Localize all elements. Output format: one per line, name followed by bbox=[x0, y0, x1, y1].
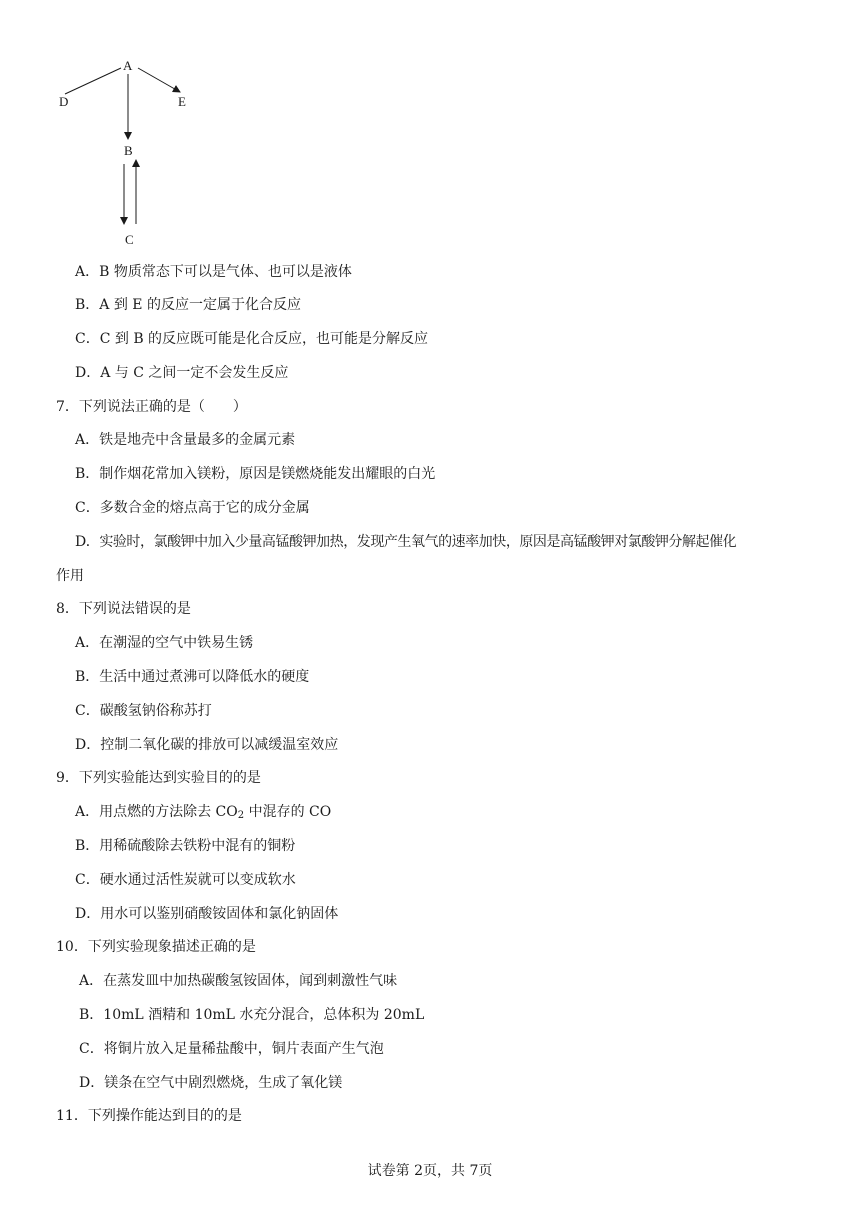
q10-stem: 10．下列实验现象描述正确的是 bbox=[56, 939, 256, 955]
q7-option-c: C．多数合金的熔点高于它的成分金属 bbox=[75, 500, 310, 516]
q8-option-c: C．碳酸氢钠俗称苏打 bbox=[75, 703, 212, 719]
node-b: B bbox=[124, 143, 133, 158]
q8-option-d: D．控制二氧化碳的排放可以减缓温室效应 bbox=[75, 737, 339, 753]
q8-stem: 8．下列说法错误的是 bbox=[56, 601, 191, 617]
q6-option-b: B．A 到 E 的反应一定属于化合反应 bbox=[75, 297, 301, 313]
reaction-diagram bbox=[50, 52, 220, 252]
node-c: C bbox=[125, 232, 134, 247]
q6-option-c: C．C 到 B 的反应既可能是化合反应，也可能是分解反应 bbox=[75, 331, 429, 347]
q7-option-a: A．铁是地壳中含量最多的金属元素 bbox=[75, 432, 296, 448]
q10-option-d: D．镁条在空气中剧烈燃烧，生成了氧化镁 bbox=[79, 1075, 343, 1091]
q9-option-c: C．硬水通过活性炭就可以变成软水 bbox=[75, 872, 296, 888]
q9-option-b: B．用稀硫酸除去铁粉中混有的铜粉 bbox=[75, 838, 296, 854]
q7-option-d-continuation: 作用 bbox=[56, 568, 84, 584]
node-d: D bbox=[59, 94, 69, 109]
q10-option-c: C．将铜片放入足量稀盐酸中，铜片表面产生气泡 bbox=[79, 1041, 384, 1057]
q8-option-b: B．生活中通过煮沸可以降低水的硬度 bbox=[75, 669, 310, 685]
q7-option-b: B．制作烟花常加入镁粉，原因是镁燃烧能发出耀眼的白光 bbox=[75, 466, 436, 482]
q7-option-d: D．实验时，氯酸钾中加入少量高锰酸钾加热，发现产生氧气的速率加快，原因是高锰酸钾对氯酸钾分解起催化 bbox=[75, 534, 737, 550]
node-e: E bbox=[178, 94, 186, 109]
edge-a-d bbox=[65, 68, 121, 94]
q9-option-a-post: 中混存的 CO bbox=[244, 804, 332, 820]
page-footer: 试卷第 2页，共 7页 bbox=[367, 1163, 493, 1179]
q7-stem: 7．下列说法正确的是（ ） bbox=[56, 399, 247, 415]
q9-option-d: D．用水可以鉴别硝酸铵固体和氯化钠固体 bbox=[75, 906, 339, 922]
q9-stem: 9．下列实验能达到实验目的的是 bbox=[56, 770, 261, 786]
q6-option-a: A．B 物质常态下可以是气体、也可以是液体 bbox=[75, 264, 352, 280]
q10-option-a: A．在蒸发皿中加热碳酸氢铵固体，闻到刺激性气味 bbox=[79, 973, 398, 989]
arrow-a-e bbox=[138, 68, 180, 92]
q10-option-b: B．10mL 酒精和 10mL 水充分混合，总体积为 20mL bbox=[79, 1007, 425, 1023]
q9-option-a bbox=[75, 802, 331, 822]
q6-option-d: D．A 与 C 之间一定不会发生反应 bbox=[75, 365, 289, 381]
q11-stem: 11．下列操作能达到目的的是 bbox=[56, 1108, 242, 1124]
q9-option-a-pre: A．用点燃的方法除去 CO bbox=[75, 804, 238, 820]
q9-option-a-subscript: 2 bbox=[237, 810, 245, 821]
q8-option-a: A．在潮湿的空气中铁易生锈 bbox=[75, 635, 254, 651]
node-a: A bbox=[123, 58, 133, 73]
reaction-diagram-svg bbox=[50, 52, 220, 252]
